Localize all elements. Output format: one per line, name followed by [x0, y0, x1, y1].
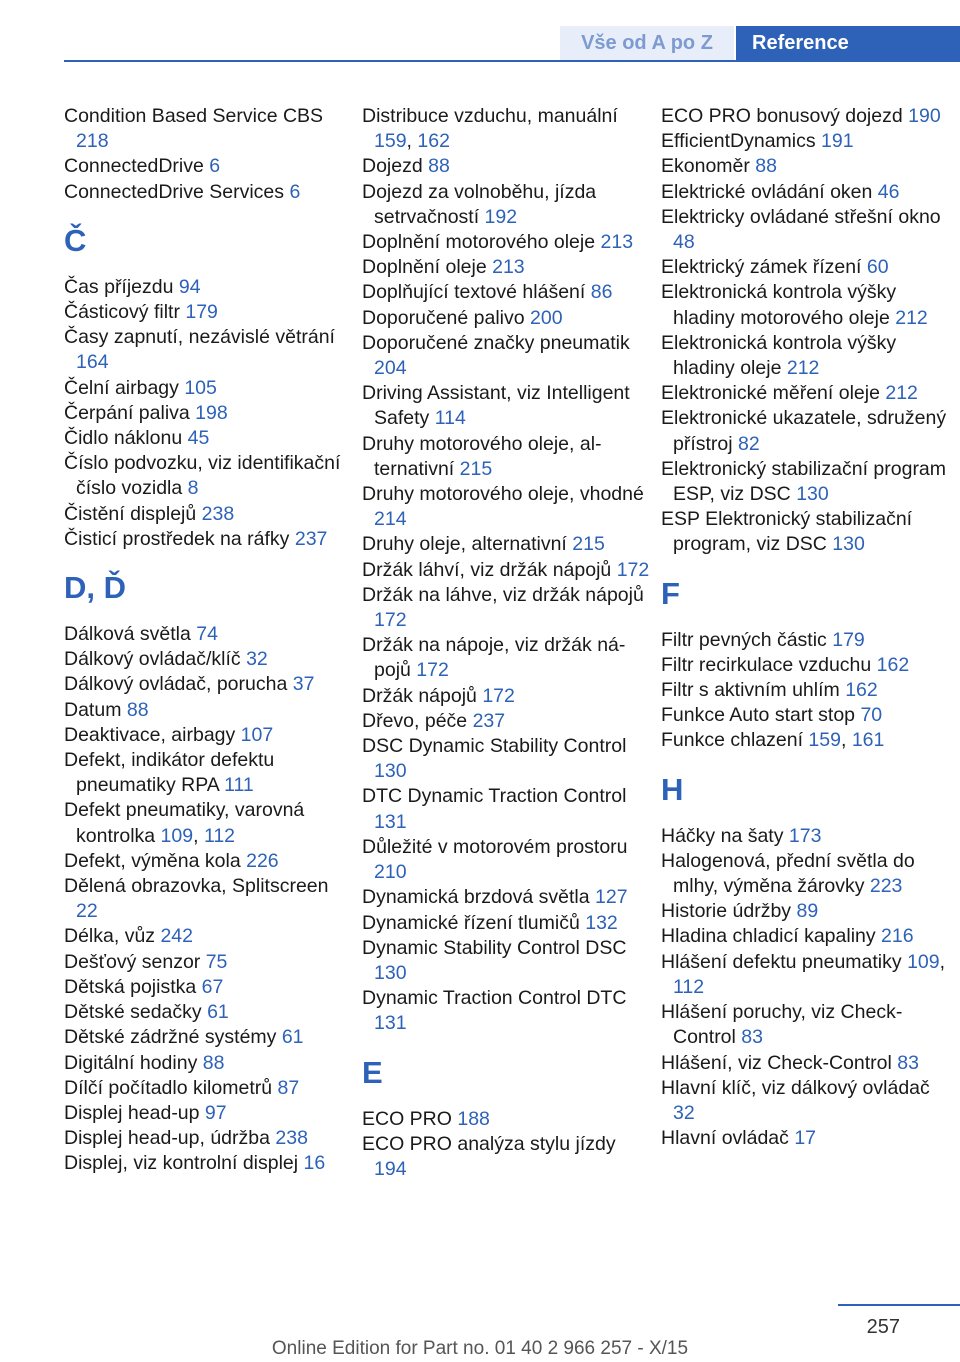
page-reference-link[interactable]: 172	[616, 558, 650, 581]
page-reference-link[interactable]: 130	[796, 483, 829, 506]
page-reference-link[interactable]: 159	[808, 729, 841, 752]
index-entry-term: Dynamické řízení tlumičů	[362, 911, 586, 934]
page-reference-link[interactable]: 130	[374, 961, 407, 984]
page-reference-link[interactable]: 198	[195, 401, 228, 424]
page-reference-link[interactable]: 223	[869, 875, 903, 898]
index-entry	[362, 482, 652, 532]
index-entry-term: ECO PRO bonusový dojezd	[661, 105, 909, 127]
page-reference-link[interactable]: 173	[788, 824, 822, 847]
index-entry-term: ECO PRO	[362, 1107, 458, 1130]
index-entry-term: Deaktivace, airbagy	[64, 723, 241, 746]
page-reference-link[interactable]: 87	[277, 1076, 300, 1099]
index-entry	[362, 911, 652, 936]
index-entry: Defekt pneumatiky, varovná kontrolka 109, 112	[64, 799, 305, 847]
index-entry-term: Doporučené značky pneumatik	[362, 331, 630, 354]
index-entry-term: Doporučené palivo	[362, 306, 531, 329]
index-entry	[64, 275, 354, 300]
index-entry	[362, 280, 652, 305]
index-entry: Distribuce vzduchu, manuální 159, 162	[362, 105, 618, 153]
index-entry-term: Hlavní klíč, viz dálkový ovládač	[661, 1076, 930, 1099]
index-entry-term: Elektronická kontrola výšky hladiny oleje	[661, 331, 897, 380]
page-reference-link[interactable]: 32	[673, 1101, 695, 1124]
index-letter-heading: E	[362, 1054, 383, 1090]
index-entry-term: Držák na nápoje, viz držák nápojů	[362, 634, 626, 682]
index-entry-term: Historie údržby	[661, 900, 797, 923]
index-entry	[661, 924, 951, 949]
page-reference-link[interactable]: 216	[881, 925, 914, 948]
index-entry	[362, 381, 652, 431]
index-entry-term: Ekonoměr	[661, 155, 756, 178]
index-entry-term: Elektrický zámek řízení	[661, 256, 867, 279]
index-entry-term: Funkce Auto start stop	[661, 704, 861, 727]
page-reference-link[interactable]: 162	[876, 653, 910, 676]
index-entry	[661, 653, 951, 678]
index-column-2	[362, 104, 652, 1182]
index-entry-term: Čistění displejů	[64, 502, 202, 525]
index-entry	[362, 154, 652, 179]
index-entry	[64, 622, 354, 647]
index-entry	[362, 784, 652, 834]
index-entry	[661, 1076, 951, 1126]
index-entry	[661, 129, 951, 154]
index-entry	[64, 1025, 354, 1050]
page-reference-link[interactable]: 130	[832, 533, 865, 556]
index-entry	[64, 1051, 354, 1076]
page-reference-link[interactable]: 172	[374, 609, 407, 632]
page-reference-link[interactable]: 131	[374, 810, 407, 833]
index-entry-term: Dynamická brzdová světla	[362, 886, 596, 909]
index-entry	[64, 874, 354, 924]
index-entry	[362, 734, 652, 784]
index-entry-term: Elektronické měření oleje	[661, 382, 886, 405]
page-reference-link[interactable]: 67	[201, 975, 224, 998]
page-reference-link[interactable]: 109	[907, 950, 940, 973]
page-reference-link[interactable]: 88	[126, 698, 149, 721]
index-entry-term: Dřevo, péče	[362, 709, 473, 732]
index-entry-term: Datum	[64, 698, 127, 721]
index-entry-term: DTC Dynamic Traction Control	[362, 785, 627, 808]
index-entry	[64, 950, 354, 975]
page-reference-link[interactable]: 75	[205, 950, 228, 973]
index-entry-term: Halogenová, přední světla do mlhy, výměna žárovky	[661, 849, 915, 898]
page-reference-link[interactable]: 238	[201, 502, 235, 525]
page-reference-link[interactable]: 6	[209, 155, 221, 178]
index-entry-term: Defekt pneumatiky, varovná kontrolka	[64, 799, 305, 847]
index-entry-term: Držák nápojů	[362, 684, 483, 707]
index-entry	[661, 205, 951, 255]
page-reference-link[interactable]: 179	[832, 628, 865, 651]
index-entry	[64, 325, 354, 375]
index-entry	[362, 1132, 652, 1182]
page-reference-link[interactable]: 74	[196, 623, 218, 646]
index-entry	[362, 331, 652, 381]
page-reference-link[interactable]: 212	[885, 382, 918, 405]
index-entry	[64, 1076, 354, 1101]
page-reference-link[interactable]: 8	[187, 477, 199, 500]
index-entry-term: Elektricky ovládané střešní okno	[661, 205, 941, 228]
index-entry	[362, 255, 652, 280]
index-entry-term: Důležité v motorovém prostoru	[362, 835, 628, 858]
index-entry-term: Dětská pojistka	[64, 975, 202, 998]
index-entry-term: Displej, viz kontrolní displej	[64, 1152, 304, 1175]
page-reference-link[interactable]: 132	[585, 911, 618, 934]
index-entry-term: Dílčí počítadlo kilometrů	[64, 1076, 278, 1099]
index-entry-term: EfficientDynamics	[661, 130, 822, 153]
index-entry-term: Displej head-up	[64, 1101, 205, 1124]
index-entry-term: Elektronické ukazatele, sdružený přístroj	[661, 407, 947, 455]
index-entry-term: Filtr s aktivním uhlím	[661, 679, 846, 702]
index-entry	[64, 924, 354, 949]
index-entry-term: Číslo podvozku, viz identifikační číslo vozidla	[64, 452, 341, 500]
index-entry	[661, 457, 951, 507]
page-reference-link[interactable]: 162	[417, 130, 450, 153]
index-entry-term: Doplnění motorového oleje	[362, 231, 601, 254]
index-entry-term: Držák láhví, viz držák nápojů	[362, 558, 617, 581]
page-reference-link[interactable]: 32	[246, 648, 268, 671]
index-entry-term: Elektronická kontrola výšky hladiny motorového oleje	[661, 281, 897, 329]
page-reference-link[interactable]: 215	[459, 457, 493, 480]
page-reference-link[interactable]: 17	[794, 1127, 817, 1150]
page-reference-link[interactable]: 82	[738, 432, 760, 455]
index-entry-term: Doplnění oleje	[362, 256, 493, 279]
index-entry-term: Defekt, výměna kola	[64, 849, 247, 872]
page-reference-link[interactable]: 46	[877, 180, 900, 203]
index-entry-term: Částicový filtr	[64, 301, 186, 324]
index-entry-term: Displej head-up, údržba	[64, 1127, 276, 1150]
page-reference-link[interactable]: 48	[673, 231, 695, 254]
page-reference-link[interactable]: 212	[895, 306, 928, 329]
index-entry	[362, 230, 652, 255]
index-entry-term: Digitální hodiny	[64, 1051, 203, 1074]
index-entry	[661, 104, 951, 129]
index-entry	[362, 583, 652, 633]
index-entry	[64, 1101, 354, 1126]
index-entry	[64, 723, 354, 748]
index-entry	[661, 154, 951, 179]
index-entry	[661, 406, 951, 456]
page-reference-link[interactable]: 70	[860, 704, 883, 727]
index-entry-term: Filtr pevných částic	[661, 628, 833, 651]
index-entry	[64, 154, 354, 179]
page-reference-link[interactable]: 130	[374, 760, 407, 783]
page-reference-link[interactable]: 89	[796, 900, 819, 923]
index-entry	[64, 527, 354, 552]
index-entry-term: Držák na láhve, viz držák nápojů	[362, 583, 644, 606]
page-reference-link[interactable]: 37	[292, 673, 315, 696]
index-entry-term: Condition Based Service CBS	[64, 105, 324, 127]
index-entry-term: ECO PRO analýza stylu jízdy	[362, 1132, 616, 1155]
index-entry	[362, 1107, 652, 1132]
index-entry	[661, 507, 951, 557]
index-entry-term: Druhy oleje, alternativní	[362, 533, 573, 556]
page-reference-link[interactable]: 61	[281, 1026, 304, 1049]
index-entry-term: Dynamic Traction Control DTC	[362, 987, 627, 1010]
index-entry	[362, 936, 652, 986]
page-reference-link[interactable]: 238	[275, 1127, 308, 1150]
index-entry	[64, 1000, 354, 1025]
index-entry-term: Hladina chladicí kapaliny	[661, 925, 882, 948]
index-entry	[64, 975, 354, 1000]
index-entry-term: ESP Elektronický stabilizační program, viz DSC	[661, 508, 913, 556]
page-reference-link[interactable]: 161	[851, 729, 885, 752]
index-entry-term: DSC Dynamic Stability Control	[362, 735, 627, 758]
index-entry	[661, 1051, 951, 1076]
index-entry	[362, 532, 652, 557]
index-entry	[661, 1126, 951, 1151]
page-reference-link[interactable]: 179	[185, 301, 218, 324]
page-reference-link[interactable]: 212	[786, 357, 820, 380]
footer-rule	[838, 1304, 960, 1306]
page-reference-link[interactable]: 172	[482, 684, 515, 707]
index-entry-term: Délka, vůz	[64, 925, 161, 948]
index-entry	[362, 558, 652, 583]
page-reference-link[interactable]: 107	[240, 723, 274, 746]
index-entry-term: Elektrické ovládání oken	[661, 180, 878, 203]
index-letter-heading: F	[661, 575, 680, 611]
page-reference-link[interactable]: 105	[184, 376, 217, 399]
index-entry-term: Distribuce vzduchu, manuální	[362, 105, 618, 127]
page-reference-link[interactable]: 109	[160, 824, 194, 847]
index-entry-term: Čelní airbagy	[64, 376, 185, 399]
page-number: 257	[866, 1316, 900, 1338]
index-entry-term: Čidlo náklonu	[64, 427, 188, 450]
page-reference-link[interactable]: 237	[472, 709, 506, 732]
page-reference-link[interactable]: 194	[374, 1157, 407, 1180]
index-entry	[661, 824, 951, 849]
page-reference-link[interactable]: 159	[374, 130, 407, 153]
index-entry-term: Dešťový senzor	[64, 950, 206, 973]
page-reference-link[interactable]: 61	[207, 1001, 229, 1024]
header-rule	[64, 60, 960, 62]
index-entry	[661, 703, 951, 728]
index-entry	[64, 849, 354, 874]
page-reference-link[interactable]: 164	[76, 351, 109, 374]
index-entry	[661, 331, 951, 381]
page-reference-link[interactable]: 218	[76, 130, 109, 153]
index-entry-term: Dálkový ovládač/klíč	[64, 648, 247, 671]
index-entry	[661, 1000, 951, 1050]
page-reference-link[interactable]: 215	[572, 533, 605, 556]
page-reference-link[interactable]: 191	[821, 130, 854, 153]
page-reference-link[interactable]: 112	[203, 824, 236, 847]
index-entry	[661, 180, 951, 205]
page-reference-link[interactable]: 114	[434, 407, 466, 430]
index-entry	[64, 1151, 354, 1176]
index-entry	[362, 180, 652, 230]
page-reference-link[interactable]: 83	[741, 1026, 763, 1049]
index-entry-term: Funkce chlazení	[661, 729, 809, 752]
index-entry-term: Dojezd	[362, 155, 429, 178]
index-entry-term: Hlavní ovládač	[661, 1127, 795, 1150]
index-entry	[64, 672, 354, 697]
index-entry	[661, 255, 951, 280]
edition-footer: Online Edition for Part no. 01 40 2 966 257 - X/15	[271, 1338, 689, 1359]
page-reference-link[interactable]: 192	[484, 205, 518, 228]
index-letter-heading: D, Ď	[64, 570, 126, 606]
page-reference-link[interactable]: 88	[755, 155, 777, 178]
index-entry	[362, 306, 652, 331]
index-entry	[661, 899, 951, 924]
index-entry-term: ConnectedDrive Services	[64, 180, 290, 203]
index-entry-term: Druhy motorového oleje, vhodné	[362, 483, 644, 506]
index-entry	[661, 280, 951, 330]
index-entry	[64, 376, 354, 401]
index-entry	[661, 678, 951, 703]
index-entry-term: Hlášení defektu pneumatiky	[661, 950, 908, 973]
page-reference-link[interactable]: 45	[187, 427, 210, 450]
page-reference-link[interactable]: 60	[866, 256, 889, 279]
index-entry	[64, 104, 354, 154]
index-entry-term: Dálkový ovládač, porucha	[64, 673, 293, 696]
page-reference-link[interactable]: 210	[374, 861, 407, 884]
header-chapter-tab: Reference	[736, 26, 960, 60]
page-reference-link[interactable]: 94	[178, 275, 201, 298]
index-entry	[362, 684, 652, 709]
index-entry-term: Driving Assistant, viz Intelligent Safety	[362, 382, 630, 430]
page-reference-link[interactable]: 237	[294, 527, 328, 550]
page-reference-link[interactable]: 86	[590, 281, 613, 304]
index-entry-term: Filtr recirkulace vzduchu	[661, 653, 877, 676]
page-reference-link[interactable]: 190	[908, 105, 941, 127]
index-entry-term: Dojezd za volnoběhu, jízda setrvačností	[362, 180, 597, 228]
index-entry-term: Doplňující textové hlášení	[362, 281, 591, 304]
header-section-title: Vše od A po Z	[560, 26, 734, 60]
index-entry	[362, 835, 652, 885]
index-entry-term: Druhy motorového oleje, alternativní	[362, 432, 602, 480]
index-entry-term: ConnectedDrive	[64, 155, 210, 178]
page-reference-link[interactable]: 97	[204, 1101, 227, 1124]
index-entry-term: Dětské sedačky	[64, 1001, 208, 1024]
index-entry-term: Elektronický stabilizační program ESP, viz DSC	[661, 457, 947, 506]
index-entry-term: Háčky na šaty	[661, 824, 789, 847]
page-reference-link[interactable]: 188	[457, 1107, 490, 1130]
index-entry-term: Dětské zádržné systémy	[64, 1026, 282, 1049]
index-entry	[64, 300, 354, 325]
index-entry	[661, 381, 951, 406]
index-entry-term: Čisticí prostředek na ráfky	[64, 527, 295, 550]
index-entry-term: Dělená obrazovka, Splitscreen	[64, 875, 329, 898]
page-reference-link[interactable]: 88	[428, 155, 450, 178]
index-entry-term: Časy zapnutí, nezávislé větrání	[64, 326, 335, 349]
index-entry: Hlášení defektu pneumatiky 109, 112	[661, 950, 946, 998]
page-reference-link[interactable]: 242	[160, 925, 193, 948]
page-reference-link[interactable]: 214	[374, 508, 407, 531]
index-entry	[64, 426, 354, 451]
index-entry	[64, 748, 354, 798]
page-header	[0, 0, 960, 86]
index-entry	[362, 633, 652, 683]
index-entry	[362, 709, 652, 734]
index-entry	[64, 401, 354, 426]
page-reference-link[interactable]: 88	[202, 1051, 225, 1074]
index-entry	[661, 628, 951, 653]
page-reference-link[interactable]: 112	[673, 975, 705, 998]
index-entry-term: Dálková světla	[64, 623, 197, 646]
page-reference-link[interactable]: 6	[289, 180, 301, 203]
index-letter-heading: H	[661, 771, 684, 807]
index-entry	[64, 647, 354, 672]
page-reference-link[interactable]: 22	[76, 900, 98, 923]
index-entry	[661, 849, 951, 899]
page-reference-link[interactable]: 172	[416, 659, 449, 682]
index-entry: Funkce chlazení 159, 161	[661, 729, 885, 752]
page-reference-link[interactable]: 204	[374, 357, 407, 380]
index-entry	[64, 1126, 354, 1151]
page-reference-link[interactable]: 213	[600, 231, 634, 254]
page-reference-link[interactable]: 131	[374, 1012, 407, 1035]
page-reference-link[interactable]: 226	[246, 849, 279, 872]
index-entry	[64, 502, 354, 527]
index-entry	[64, 180, 354, 205]
index-entry	[64, 698, 354, 723]
page-reference-link[interactable]: 16	[303, 1152, 326, 1175]
index-entry	[362, 986, 652, 1036]
index-column-1	[64, 104, 354, 1177]
page-reference-link[interactable]: 83	[897, 1051, 919, 1074]
index-entry-term: Defekt, indikátor defektu pneumatiky RPA	[64, 749, 275, 797]
page-reference-link[interactable]: 127	[595, 886, 628, 909]
page-reference-link[interactable]: 111	[224, 774, 254, 797]
index-entry-term: Hlášení poruchy, viz Check-Control	[661, 1001, 903, 1049]
index-entry	[362, 432, 652, 482]
index-letter-heading: Č	[64, 222, 87, 258]
page-reference-link[interactable]: 200	[530, 306, 563, 329]
index-entry	[362, 885, 652, 910]
page-reference-link[interactable]: 162	[845, 679, 878, 702]
index-entry-term: Čas příjezdu	[64, 275, 179, 298]
page-reference-link[interactable]: 213	[492, 256, 525, 279]
index-entry-term: Dynamic Stability Control DSC	[362, 936, 627, 959]
index-entry-term: Hlášení, viz Check-Control	[661, 1051, 898, 1074]
index-entry	[64, 451, 354, 501]
index-entry-term: Čerpání paliva	[64, 401, 196, 424]
index-column-3	[661, 104, 951, 1151]
